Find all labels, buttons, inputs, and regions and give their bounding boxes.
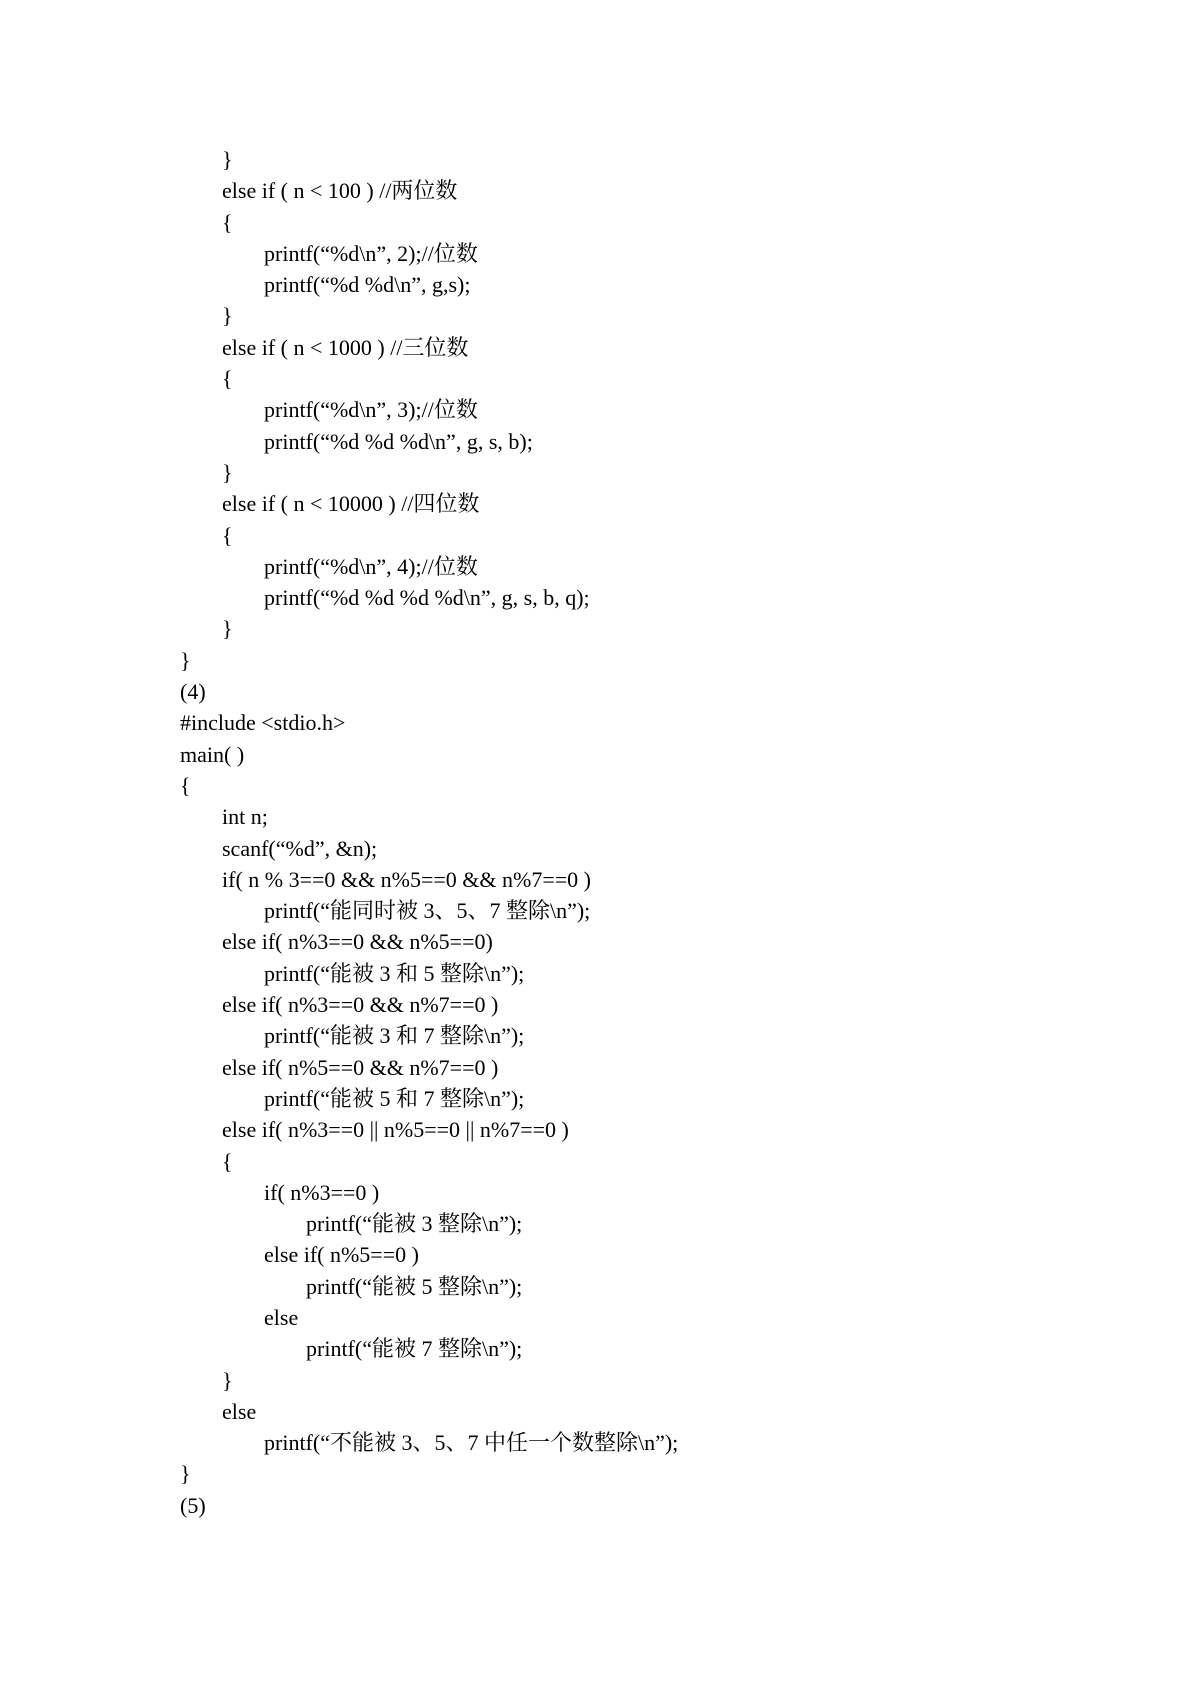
code-line: else if( n%5==0 && n%7==0 ) <box>222 1054 499 1080</box>
code-line: else if( n%3==0 && n%5==0) <box>222 929 493 955</box>
code-line: int n; <box>222 804 268 830</box>
code-line: else if( n%3==0 || n%5==0 || n%7==0 ) <box>222 1117 569 1143</box>
code-line: printf(“%d %d %d %d\n”, g, s, b, q); <box>264 585 590 611</box>
code-line: printf(“能被 5 和 7 整除\n”); <box>264 1085 525 1111</box>
code-line: { <box>180 772 191 798</box>
code-line: #include <stdio.h> <box>180 710 346 736</box>
code-line: } <box>222 147 233 172</box>
code-line: else <box>222 1398 257 1424</box>
code-line: } <box>222 1367 233 1393</box>
code-line: (4) <box>180 679 206 705</box>
code-line: scanf(“%d”, &n); <box>222 835 378 861</box>
code-line: printf(“%d %d\n”, g,s); <box>264 272 471 298</box>
code-line: if( n % 3==0 && n%5==0 && n%7==0 ) <box>222 866 591 892</box>
code-line: else if ( n < 100 ) //两位数 <box>222 178 458 204</box>
code-line: { <box>222 209 233 235</box>
code-listing <box>180 144 1140 1521</box>
code-line: printf(“%d\n”, 4);//位数 <box>264 553 478 579</box>
code-line: printf(“%d\n”, 2);//位数 <box>264 240 478 266</box>
code-line: printf(“能被 3 和 7 整除\n”); <box>264 1023 525 1049</box>
code-line: { <box>222 522 233 548</box>
code-line: printf(“能被 3 和 5 整除\n”); <box>264 960 525 986</box>
code-line: else if ( n < 10000 ) //四位数 <box>222 491 480 517</box>
code-line: } <box>222 616 233 642</box>
code-line: { <box>222 366 233 392</box>
code-line: printf(“%d %d %d\n”, g, s, b); <box>264 428 533 454</box>
code-line: printf(“能同时被 3、5、7 整除\n”); <box>264 898 591 924</box>
code-line: else <box>264 1304 299 1330</box>
code-line: printf(“不能被 3、5、7 中任一个数整除\n”); <box>264 1430 679 1456</box>
code-line: { <box>222 1148 233 1174</box>
code-line: printf(“%d\n”, 3);//位数 <box>264 397 478 423</box>
code-line: else if( n%3==0 && n%7==0 ) <box>222 992 499 1018</box>
code-line: } <box>222 459 233 485</box>
code-line: (5) <box>180 1492 206 1518</box>
code-line: main( ) <box>180 741 245 767</box>
code-line: printf(“能被 7 整除\n”); <box>306 1336 523 1362</box>
code-line: } <box>180 1461 191 1487</box>
code-line: printf(“能被 3 整除\n”); <box>306 1211 523 1237</box>
code-line: } <box>180 647 191 673</box>
code-line: else if ( n < 1000 ) //三位数 <box>222 334 469 360</box>
code-line: else if( n%5==0 ) <box>264 1242 419 1268</box>
code-line: if( n%3==0 ) <box>264 1179 380 1205</box>
code-line: printf(“能被 5 整除\n”); <box>306 1273 523 1299</box>
code-line: } <box>222 303 233 329</box>
